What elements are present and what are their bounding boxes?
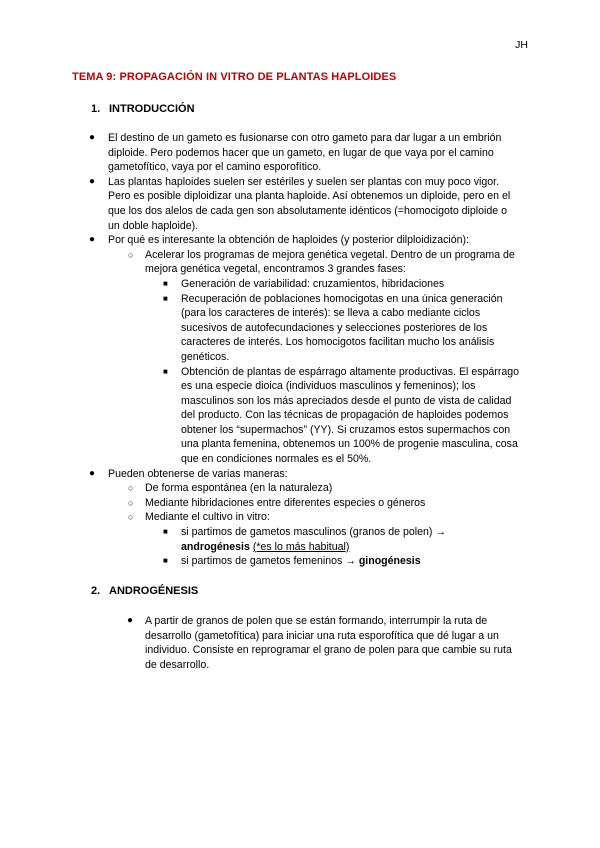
section-number: 2. [91,585,101,597]
bullet-dot-icon: ● [89,175,96,187]
section-title: INTRODUCCIÓN [109,103,195,115]
list-item [0,233,520,248]
author-initials: JH [515,39,528,51]
intro-subpoint: Acelerar los programas de mejora genética vegetal. Dentro de un programa de mejora genética vegetal, encontramos 3 grandes fases: [145,248,515,276]
bullet-square-icon: ■ [163,278,168,288]
androgenesis-paragraph: A partir de granos de polen que se están formando, interrumpir la ruta de desarrollo (gametofítica) para iniciar una ruta esporofítica que dé lugar a un individuo. Consiste en reprogramar el grano de polen para que cambie su ruta de desarrollo. [145,615,512,671]
section-heading-androgenesis [91,584,198,599]
bullet-dot-icon: ● [127,615,134,626]
section-title: ANDROGÉNESIS [109,585,199,597]
list-item [0,248,521,277]
invitro-female-prefix: si partimos de gametos femeninos → [181,555,356,568]
phase-3: Obtención de plantas de espárrago altamente productivas. El espárrago es una especie dioica (individuos masculinos y femeninos); los masculinos son los más apreciados desde el punto de vista de calidad del producto. Con las técnicas de propagación de haploides podemos obtener los “supermachos” (YY). Si cruzamos estos supermachos con una planta femenina, obtenemos un 100% de progenie masculina, cosa que en condiciones normales es el 50%. [181,365,520,466]
list-item [0,467,520,482]
androgenesis-note: (*es lo más habitual) [252,540,350,553]
bullet-dot-icon: ● [89,467,96,479]
list-item [0,525,521,554]
bullet-circle-icon: ○ [128,483,134,494]
list-item [0,365,521,467]
bullet-dot-icon: ● [89,234,96,246]
list-item [0,496,521,511]
bullet-square-icon: ■ [163,366,168,376]
list-item [0,175,520,233]
intro-paragraph-2: Las plantas haploides suelen ser estériles y suelen ser plantas con muy poco vigor. Pero es posible diploidizar una planta haploide. Así obtenemos un diploide, pero en el que los dos alelos de cada gen son absolutamente idénticos (=homocigoto diploide o un doble haploide). [108,175,511,232]
list-item [0,277,521,292]
phase-1: Generación de variabilidad: cruzamientos, hibridaciones [181,277,445,290]
phase-2: Recuperación de poblaciones homocigotas en una única generación (para los caracteres de interés): se lleva a cabo mediante ciclos sucesivos de autofecundaciones y selecciones posteriores de los caracteres de interés. Los homocigotos facilitan mucho los análisis genéticos. [181,292,503,363]
bullet-dot-icon: ● [89,132,96,143]
way-2: Mediante hibridaciones entre diferentes especies o géneros [145,496,426,509]
bullet-circle-icon: ○ [128,249,134,260]
section-number: 1. [91,103,101,115]
document-title: TEMA 9: PROPAGACIÓN IN VITRO DE PLANTAS HAPLOIDES [72,71,397,83]
invitro-male-prefix: si partimos de gametos masculinos (granos de polen) → [181,526,446,539]
list-item [0,510,521,525]
list-item [0,131,520,175]
section-heading-introduccion [91,102,195,117]
intro-list [0,131,600,569]
term-androgenesis: androgénesis [181,540,250,553]
list-item [0,292,521,365]
bullet-circle-icon: ○ [128,512,134,523]
intro-paragraph-4: Pueden obtenerse de varias maneras: [108,467,288,480]
term-ginogenesis: ginogénesis [358,555,421,568]
bullet-circle-icon: ○ [128,497,134,508]
intro-paragraph-1: El destino de un gameto es fusionarse con otro gameto para dar lugar a un embrión diploide. Pero podemos hacer que un gameto, en lugar de que vaya por el camino gametofítico, vaya por el camino esporofítico. [108,132,502,174]
bullet-square-icon: ■ [163,527,168,537]
list-item [0,554,521,569]
list-item [0,614,515,672]
way-3: Mediante el cultivo in vitro: [145,511,270,524]
bullet-square-icon: ■ [163,293,168,303]
bullet-square-icon: ■ [163,556,168,566]
intro-paragraph-3: Por qué es interesante la obtención de haploides (y posterior dilploidización): [108,234,469,247]
way-1: De forma espontánea (en la naturaleza) [145,482,333,495]
list-item [0,481,521,496]
androgenesis-list [0,614,600,672]
